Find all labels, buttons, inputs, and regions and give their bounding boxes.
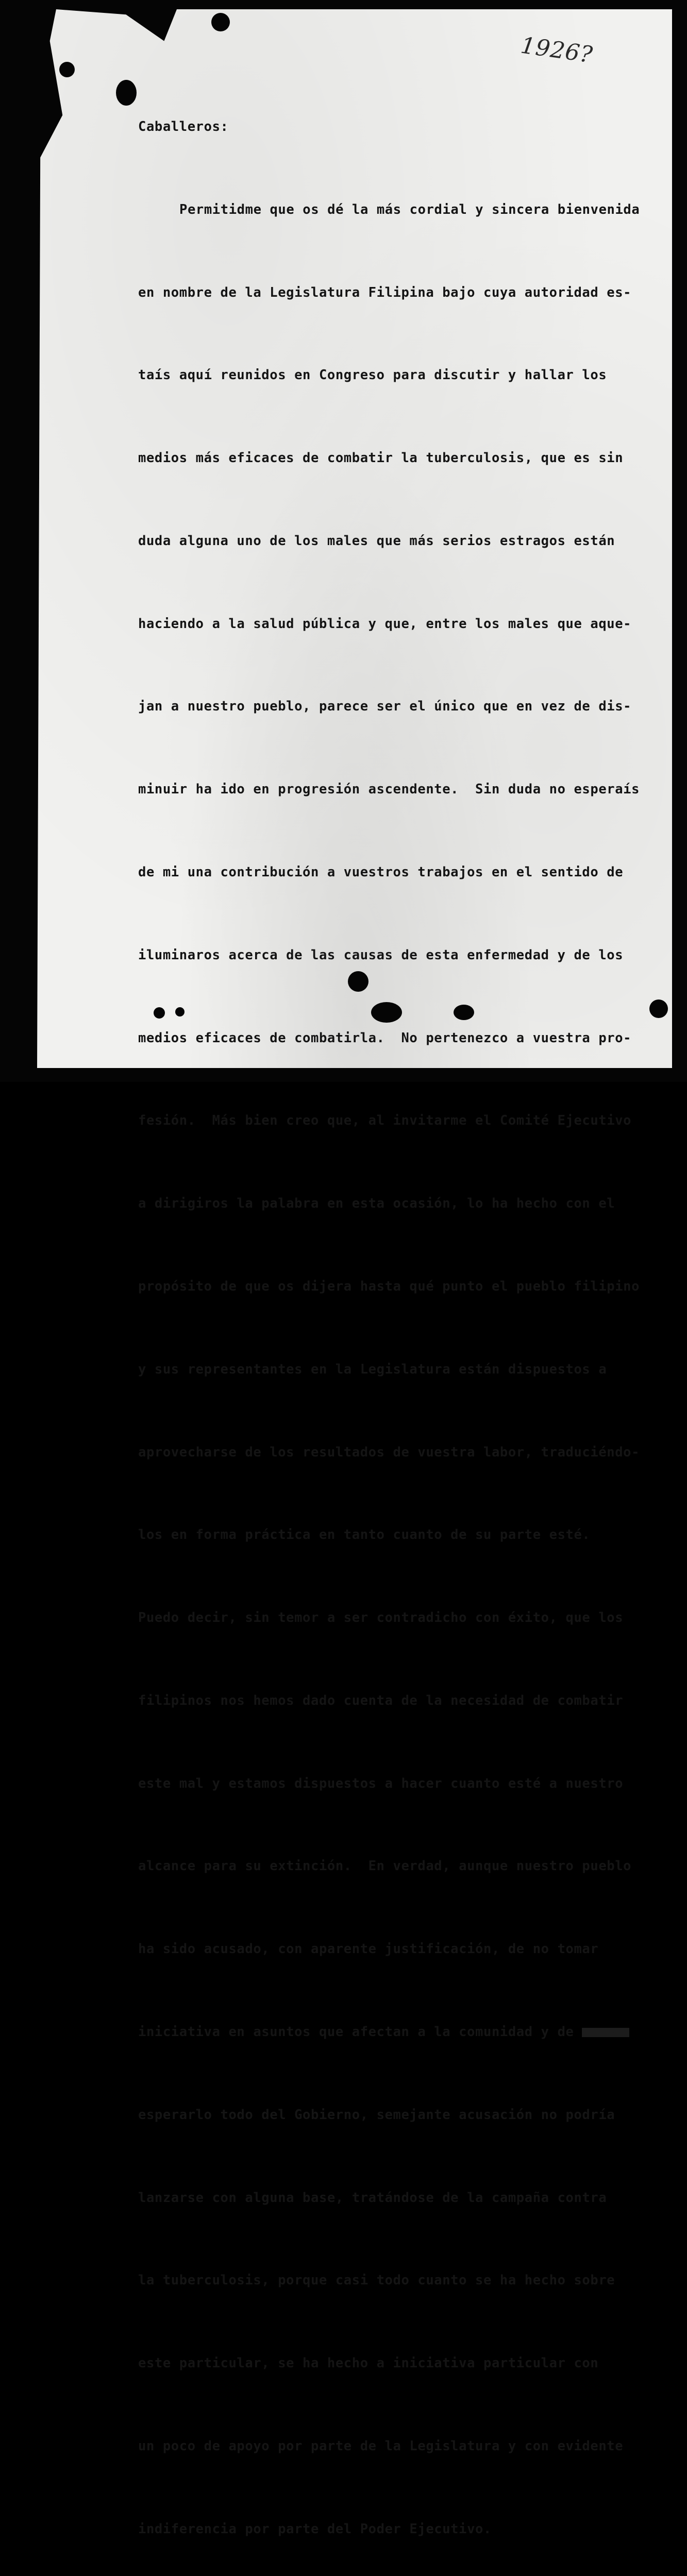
text-line: taís aquí reunidos en Congreso para discutir y hallar los: [138, 367, 607, 383]
paragraph-1: [138, 141, 654, 2576]
punch-hole: [59, 62, 75, 77]
text-line: fesión. Más bien creo que, al invitarme el Comité Ejecutivo: [138, 1113, 632, 1129]
text-line: filipinos nos hemos dado cuenta de la necesidad de combatir: [138, 1692, 624, 1708]
text-line: medios más eficaces de combatir la tuberculosis, que es sin: [138, 450, 624, 466]
text-line: de mi una contribución a vuestros trabajos en el sentido de: [138, 865, 624, 880]
struck-out-text: xxxxxxxx: [582, 2026, 629, 2038]
text-line: en nombre de la Legislatura Filipina bajo cuya autoridad es-: [138, 284, 632, 300]
text-line: un poco de apoyo por parte de la Legislatura y con evidente: [138, 2438, 624, 2454]
text-line: duda alguna uno de los males que más serios estragos están: [138, 533, 615, 549]
text-line: la tuberculosis, porque casi todo cuanto se ha hecho sobre: [138, 2273, 615, 2289]
text-line: Puedo decir, sin temor a ser contradicho con éxito, que los: [138, 1610, 624, 1626]
text-line: este mal y estamos dispuestos a hacer cuanto esté a nuestro: [138, 1775, 624, 1791]
text-line: indiferencia por parte del Poder Ejecutivo.: [138, 2521, 492, 2537]
text-line: medios eficaces de combatirla. No pertenezco a vuestra pro-: [138, 1030, 632, 1046]
text-line: aprovecharse de los resultados de vuestra labor, traduciéndo-: [138, 1444, 640, 1460]
text-line: minuir ha ido en progresión ascendente. Sin duda no esperaís: [138, 782, 640, 798]
handwritten-date-annotation: 1926?: [519, 32, 595, 69]
salutation: Caballeros:: [138, 119, 229, 134]
text-line: alcance para su extinción. En verdad, aunque nuestro pueblo: [138, 1858, 632, 1874]
text-line: Permitidme que os dé la más cordial y sincera bienvenida: [179, 201, 640, 217]
ink-blot: [371, 1002, 402, 1023]
text-line-with-strikeout: [138, 2019, 654, 2046]
text-line: jan a nuestro pueblo, parece ser el único que en vez de dis-: [138, 699, 632, 715]
text-line: y sus representantes en la Legislatura están dispuestos a: [138, 1361, 607, 1377]
ink-blot: [154, 1007, 165, 1019]
text-line: a dirigiros la palabra en esta ocasión, lo ha hecho con el: [138, 1196, 615, 1212]
text-line: propósito de que os dijera hasta qué punto el pueblo filipino: [138, 1278, 640, 1294]
text-line: los en forma práctica en tanto cuanto de su parte esté.: [138, 1527, 591, 1543]
ink-blot: [454, 1005, 474, 1020]
ink-blot: [649, 999, 668, 1018]
punch-hole: [211, 13, 230, 31]
text-line: haciendo a la salud pública y que, entre los males que aque-: [138, 616, 632, 632]
text-line: iluminaros acerca de las causas de esta enfermedad y de los: [138, 947, 624, 963]
text-line: este particular, se ha hecho a iniciativa particular con: [138, 2355, 599, 2371]
letter-body: [138, 113, 654, 2576]
text-line: esperarlo todo del Gobierno, semejante acusación no podría: [138, 2107, 615, 2123]
ink-blot: [175, 1007, 185, 1016]
ink-blot: [348, 971, 368, 992]
text-line: lanzarse con alguna base, tratándose de la campaña contra: [138, 2190, 607, 2206]
punch-hole: [116, 80, 137, 106]
text-line: iniciativa en asuntos que afectan a la comunidad y de: [138, 2024, 582, 2040]
text-line: ha sido acusado, con aparente justificación, de no tomar: [138, 1941, 599, 1957]
